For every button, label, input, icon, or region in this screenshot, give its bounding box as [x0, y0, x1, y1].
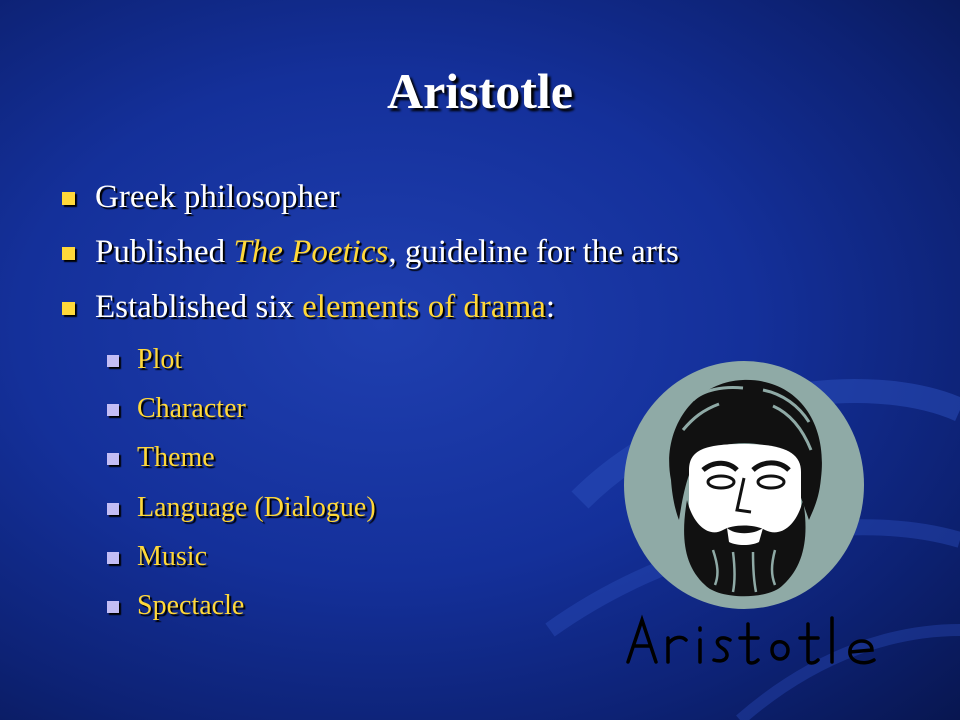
- sub-item-label: Spectacle: [137, 589, 245, 621]
- square-bullet-icon: [107, 552, 119, 564]
- bullet-text: Established six: [95, 289, 303, 325]
- square-bullet-icon: [107, 453, 119, 465]
- bullet-item: [62, 172, 679, 227]
- slide-title: Aristotle: [386, 63, 574, 119]
- aristotle-portrait-icon: [623, 360, 865, 610]
- sub-item-label: Music: [137, 540, 207, 572]
- bullet-item: [62, 282, 679, 337]
- square-bullet-icon: [62, 247, 75, 260]
- square-bullet-icon: [62, 192, 75, 205]
- sub-item: [107, 338, 376, 387]
- bullet-text: Greek philosopher: [95, 179, 340, 215]
- bullet-text-tail: :: [545, 289, 556, 325]
- square-bullet-icon: [107, 355, 119, 367]
- bullet-text: Published: [95, 234, 234, 270]
- sub-item-label: Language (Dialogue): [137, 491, 376, 523]
- sub-item-label: Plot: [137, 344, 183, 375]
- sub-item-label: Character: [137, 393, 246, 425]
- square-bullet-icon: [62, 302, 75, 315]
- drama-elements-list: [107, 338, 376, 633]
- square-bullet-icon: [107, 503, 119, 515]
- sub-item: [107, 387, 376, 436]
- main-bullet-list: [62, 172, 679, 337]
- square-bullet-icon: [107, 601, 119, 613]
- bullet-emphasis: The Poetics: [233, 234, 389, 270]
- aristotle-signature: [620, 610, 880, 675]
- sub-item: [107, 535, 376, 584]
- sub-item: [107, 486, 376, 535]
- sub-item-label: Theme: [137, 442, 215, 474]
- square-bullet-icon: [107, 404, 119, 416]
- bullet-text-tail: , guideline for the arts: [388, 234, 679, 270]
- sub-item: [107, 436, 376, 485]
- bullet-emphasis: elements of drama: [302, 289, 546, 325]
- sub-item: [107, 584, 376, 633]
- bullet-item: [62, 227, 679, 282]
